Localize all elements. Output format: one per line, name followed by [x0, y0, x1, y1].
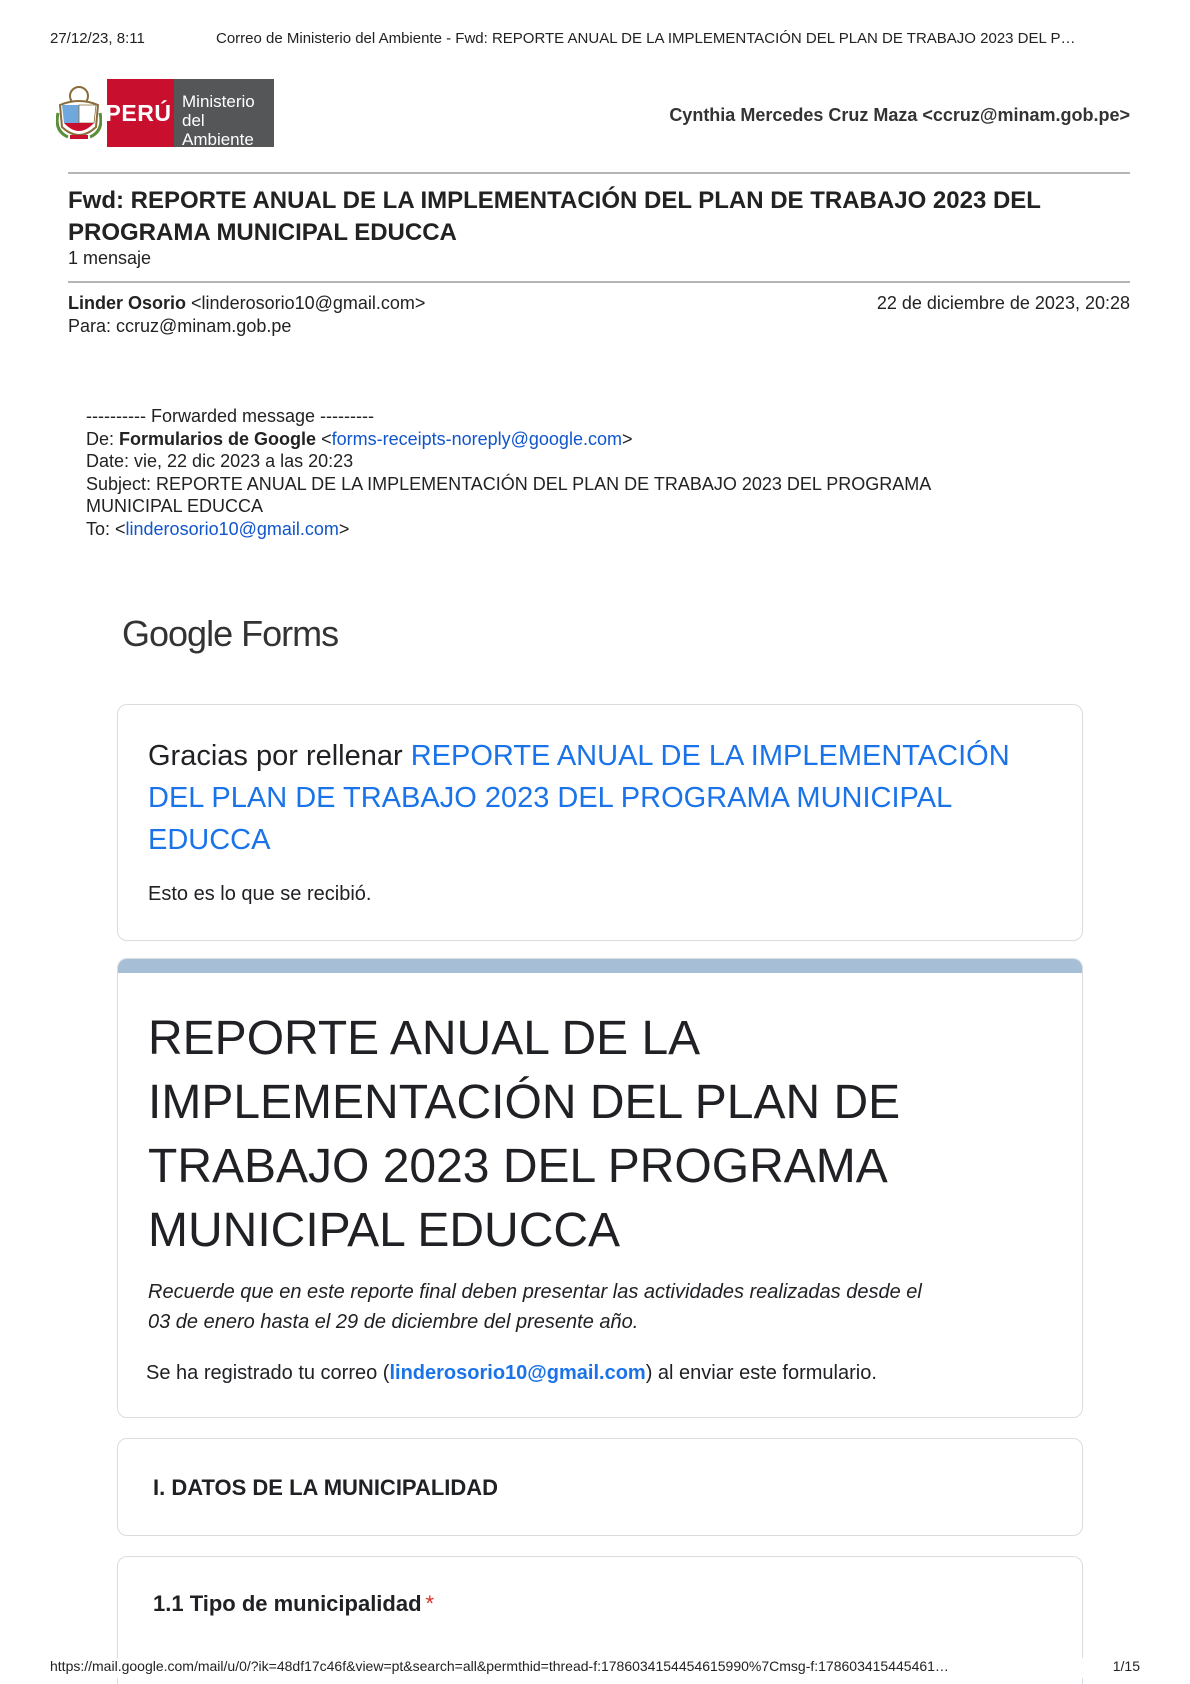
registered-email-link[interactable]: linderosorio10@gmail.com	[389, 1362, 646, 1384]
coat-of-arms-icon	[56, 83, 102, 143]
print-url: https://mail.google.com/mail/u/0/?ik=48df17c46f&view=pt&search=all&permthid=thread-f:1786034154454615990%7Cmsg-f:178603415445461…	[50, 1658, 949, 1674]
print-footer	[50, 1658, 1140, 1678]
forward-separator: ---------- Forwarded message ---------	[86, 406, 374, 426]
subject-divider	[68, 281, 1130, 283]
forward-date-line: Date: vie, 22 dic 2023 a las 20:23	[86, 451, 354, 471]
sent-date: 22 de diciembre de 2023, 20:28	[876, 293, 1130, 313]
form-title: REPORTE ANUAL DE LA IMPLEMENTACIÓN DEL PLAN DE TRABAJO 2023 DEL PROGRAMA MUNICIPAL EDUCCA	[148, 1012, 901, 1257]
page-number: 1/15	[1112, 1658, 1140, 1674]
recipient-line: Para: ccruz@minam.gob.pe	[68, 316, 292, 336]
section-card	[117, 1438, 1083, 1536]
sender-name: Linder Osorio	[68, 293, 187, 313]
google-forms-logo	[122, 613, 338, 657]
form-accent-band	[118, 959, 1082, 973]
section-title: I. DATOS DE LA MUNICIPALIDAD	[153, 1475, 499, 1500]
print-header	[50, 30, 1140, 50]
form-title-link[interactable]: REPORTE ANUAL DE LA IMPLEMENTACIÓN DEL PLAN DE TRABAJO 2023 DEL PROGRAMA MUNICIPAL EDUCCA	[148, 740, 1010, 856]
ministry-line-1: Ministerio	[182, 92, 255, 111]
account-name: Cynthia Mercedes Cruz Maza <ccruz@minam.gob.pe>	[669, 105, 1130, 125]
received-note: Esto es lo que se recibió.	[148, 883, 372, 905]
forward-from-line: De: Formularios de Google <forms-receipts-noreply@google.com>	[86, 428, 633, 449]
forwarded-header	[86, 405, 1086, 540]
email-subject: Fwd: REPORTE ANUAL DE LA IMPLEMENTACIÓN DEL PLAN DE TRABAJO 2023 DEL PROGRAMA MUNICIPAL EDUCCA	[68, 187, 1041, 246]
peru-text: PERÚ	[105, 100, 172, 126]
thanks-card	[117, 704, 1083, 941]
forward-subject-line: Subject: REPORTE ANUAL DE LA IMPLEMENTACIÓN DEL PLAN DE TRABAJO 2023 DEL PROGRAMA MUNICIPAL EDUCCA	[86, 473, 931, 516]
thanks-lead: Gracias por rellenar	[148, 740, 411, 772]
print-title: Correo de Ministerio del Ambiente - Fwd: REPORTE ANUAL DE LA IMPLEMENTACIÓN DEL PLAN DE TRABAJO 2023 DEL P…	[216, 30, 1076, 47]
print-datetime: 27/12/23, 8:11	[50, 30, 145, 47]
form-header-card	[117, 958, 1083, 1418]
ministry-logo	[56, 79, 274, 147]
forms-wordmark: Forms	[241, 613, 339, 654]
forward-from-label: De:	[86, 428, 115, 449]
google-wordmark: Google	[122, 613, 233, 654]
forward-from-email-link[interactable]: forms-receipts-noreply@google.com	[331, 428, 622, 449]
forward-to-line: To: <linderosorio10@gmail.com>	[86, 518, 350, 539]
message-count: 1 mensaje	[68, 248, 152, 268]
required-asterisk: *	[425, 1591, 435, 1616]
question-title: 1.1 Tipo de municipalidad	[153, 1591, 422, 1616]
email-registered-note	[146, 1362, 877, 1385]
sender-line	[68, 293, 425, 314]
ministry-line-2: del Ambiente	[182, 111, 254, 149]
header-divider	[68, 172, 1130, 174]
ministry-block	[174, 79, 274, 147]
question-title-line	[153, 1591, 434, 1617]
forward-from-name: Formularios de Google	[119, 428, 317, 449]
sender-email: <linderosorio10@gmail.com>	[191, 293, 426, 313]
registered-prefix: Se ha registrado tu correo (	[146, 1362, 390, 1384]
thanks-heading	[148, 735, 1058, 861]
forward-to-label: To:	[86, 518, 111, 539]
forward-to-email-link[interactable]: linderosorio10@gmail.com	[125, 518, 339, 539]
form-description: Recuerde que en este reporte final deben presentar las actividades realizadas desde el 03 de enero hasta el 29 de diciembre del presente año.	[148, 1281, 922, 1333]
registered-suffix: ) al enviar este formulario.	[645, 1362, 877, 1384]
